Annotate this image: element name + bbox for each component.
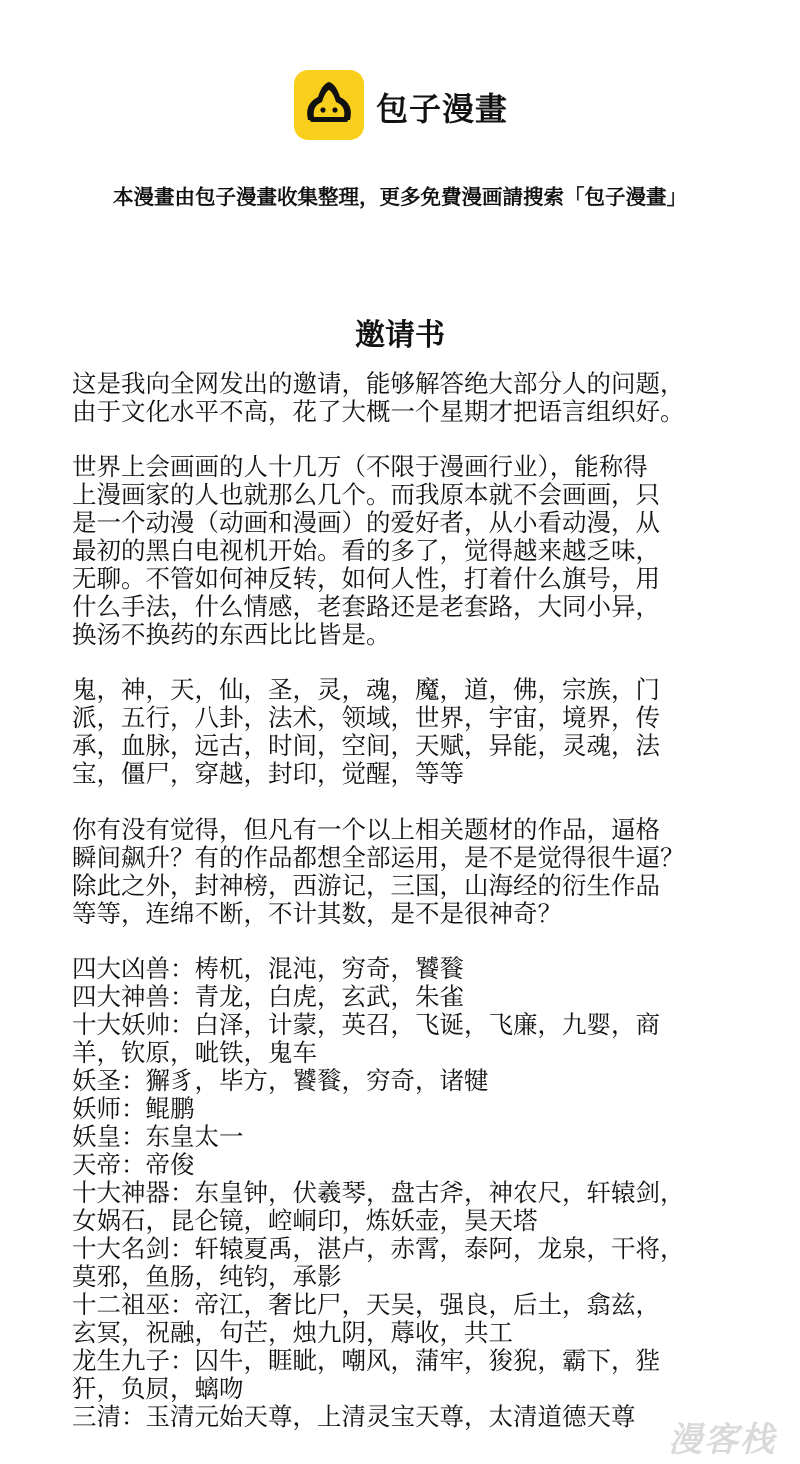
text-line: 宝，僵尸，穿越，封印，觉醒，等等 — [72, 759, 464, 788]
paragraph-background — [72, 453, 772, 649]
text-line: 鬼，神，天，仙，圣，灵，魂，魔，道，佛，宗族，门 — [72, 675, 660, 704]
text-line: 除此之外，封神榜，西游记，三国，山海经的衍生作品 — [72, 871, 660, 900]
text-line: 女娲石，昆仑镜，崆峒印，炼妖壶，昊天塔 — [72, 1206, 538, 1235]
watermark-logo: 漫客栈 — [668, 1420, 776, 1460]
text-line: 犴，负屃，螭吻 — [72, 1374, 244, 1403]
text-line: 派，五行，八卦，法术，领域，世界，宇宙，境界，传 — [72, 703, 660, 732]
text-line: 是一个动漫（动画和漫画）的爱好者，从小看动漫，从 — [72, 508, 660, 537]
text-line: 等等，连绵不断，不计其数，是不是很神奇？ — [72, 899, 562, 928]
brand-name: 包子漫畫 — [376, 90, 509, 128]
text-line: 瞬间飙升？有的作品都想全部运用，是不是觉得很牛逼？ — [72, 843, 685, 872]
text-line: 换汤不换药的东西比比皆是。 — [72, 620, 391, 649]
text-line: 承，血脉，远古，时间，空间，天赋，异能，灵魂，法 — [72, 731, 660, 760]
text-line: 什么手法，什么情感，老套路还是老套路，大同小异， — [72, 592, 660, 621]
text-line: 龙生九子：囚牛，睚眦，嘲风，蒲牢，狻猊，霸下，狴 — [72, 1346, 660, 1375]
text-line: 上漫画家的人也就那么几个。而我原本就不会画画，只 — [72, 480, 660, 509]
text-line: 这是我向全网发出的邀请，能够解答绝大部分人的问题， — [72, 369, 685, 398]
baozi-logo-icon — [294, 70, 364, 140]
text-line: 由于文化水平不高，花了大概一个星期才把语言组织好。 — [72, 397, 685, 426]
text-line: 妖皇：东皇太一 — [72, 1122, 244, 1151]
text-line: 无聊。不管如何神反转，如何人性，打着什么旗号，用 — [72, 564, 660, 593]
text-line: 世界上会画画的人十几万（不限于漫画行业），能称得 — [72, 452, 648, 481]
header — [0, 70, 800, 142]
text-line: 十二祖巫：帝江，奢比尸，天吴，强良，后土，翕兹， — [72, 1290, 660, 1319]
text-line: 四大神兽：青龙，白虎，玄武，朱雀 — [72, 982, 464, 1011]
text-line: 最初的黑白电视机开始。看的多了，觉得越来越乏味， — [72, 536, 660, 565]
paragraph-intro — [72, 370, 772, 426]
paragraph-themes — [72, 676, 772, 788]
text-line: 妖师：鲲鹏 — [72, 1094, 195, 1123]
page-title: 邀请书 — [355, 318, 445, 353]
text-line: 天帝：帝俊 — [72, 1150, 195, 1179]
paragraph-lists — [72, 955, 772, 1431]
text-line: 三清：玉清元始天尊，上清灵宝天尊，太清道德天尊 — [72, 1402, 636, 1431]
paragraph-question — [72, 816, 772, 928]
text-line: 四大凶兽：梼杌，混沌，穷奇，饕餮 — [72, 954, 464, 983]
source-notice: 本漫畫由包子漫畫收集整理，更多免費漫画請搜索「包子漫畫」 — [113, 185, 687, 209]
text-line: 十大妖帅：白泽，计蒙，英召，飞诞，飞廉，九婴，商 — [72, 1010, 660, 1039]
text-line: 你有没有觉得，但凡有一个以上相关题材的作品，逼格 — [72, 815, 660, 844]
text-line: 玄冥，祝融，句芒，烛九阴，蓐收，共工 — [72, 1318, 513, 1347]
text-line: 十大名剑：轩辕夏禹，湛卢，赤霄，泰阿，龙泉，干将， — [72, 1234, 685, 1263]
text-line: 莫邪，鱼肠，纯钧，承影 — [72, 1262, 342, 1291]
text-line: 羊，钦原，呲铁，鬼车 — [72, 1038, 317, 1067]
text-line: 妖圣：獬豸，毕方，饕餮，穷奇，诸犍 — [72, 1066, 489, 1095]
text-line: 十大神器：东皇钟，伏羲琴，盘古斧，神农尺，轩辕剑， — [72, 1178, 685, 1207]
